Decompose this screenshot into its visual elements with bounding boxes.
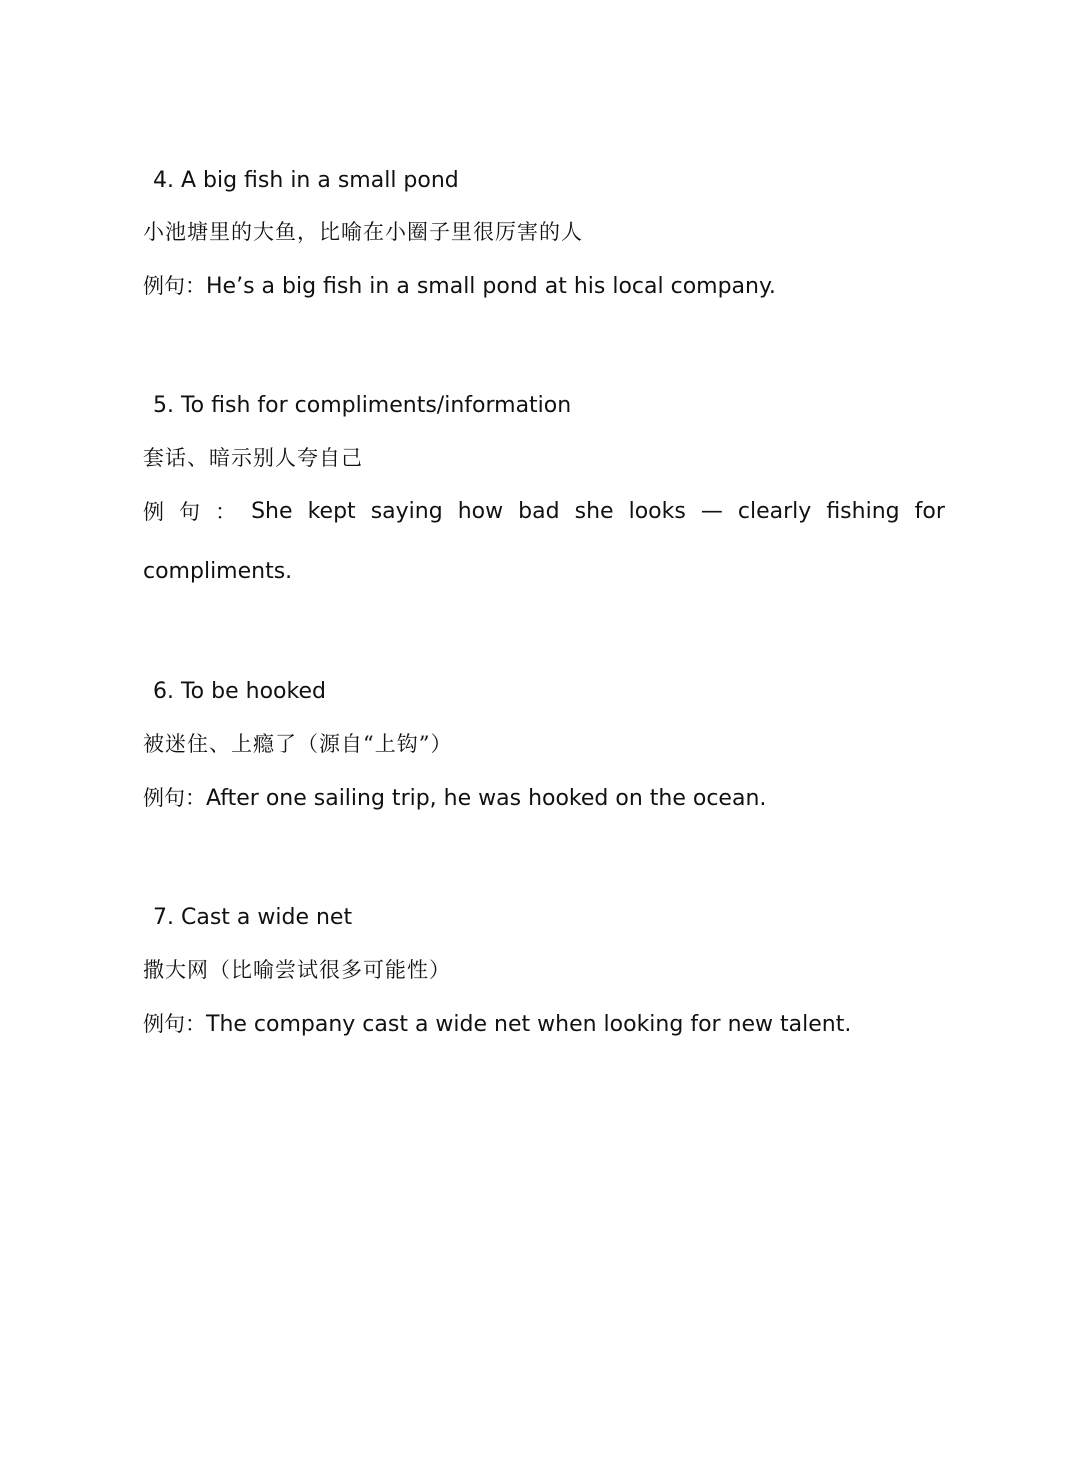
example-word: 句 [179, 500, 201, 524]
example-word: kept [307, 499, 356, 524]
example-word: for [914, 499, 945, 524]
example-word: ： [215, 500, 237, 524]
entry-4-example [143, 271, 945, 302]
entry-5-example [143, 497, 945, 527]
entry-5-example-continuation: compliments. [143, 559, 293, 584]
example-word: She [251, 499, 293, 524]
entry-5-title: 5. To fish for compliments/information [153, 393, 572, 418]
example-word: how [457, 499, 504, 524]
entry-4-meaning: 小池塘里的大鱼，比喻在小圈子里很厉害的人 [143, 220, 583, 244]
entry-7-meaning: 撒大网（比喻尝试很多可能性） [143, 958, 451, 982]
entry-6-title: 6. To be hooked [153, 679, 326, 704]
example-sentence: The company cast a wide net when looking for new talent. [206, 1012, 852, 1037]
example-word: bad [518, 499, 560, 524]
example-word: she [574, 499, 614, 524]
example-label: 例句： [143, 1012, 206, 1036]
entry-6-meaning: 被迷住、上瘾了（源自“上钩”） [143, 732, 453, 756]
example-sentence: After one sailing trip, he was hooked on the ocean. [206, 786, 767, 811]
example-dash: — [700, 499, 723, 524]
example-word: looks [628, 499, 686, 524]
entry-7-example [143, 1009, 945, 1040]
entry-7-title: 7. Cast a wide net [153, 905, 353, 930]
entry-4-title: 4. A big fish in a small pond [153, 168, 459, 193]
example-word: 例 [143, 500, 164, 524]
entry-6-example [143, 783, 945, 814]
example-word: saying [370, 499, 443, 524]
entry-5-meaning: 套话、暗示别人夸自己 [143, 446, 363, 470]
example-sentence: He’s a big fish in a small pond at his local company. [206, 274, 776, 299]
example-word: clearly [737, 499, 812, 524]
example-word: fishing [826, 499, 900, 524]
example-label: 例句： [143, 274, 206, 298]
example-label: 例句： [143, 786, 206, 810]
